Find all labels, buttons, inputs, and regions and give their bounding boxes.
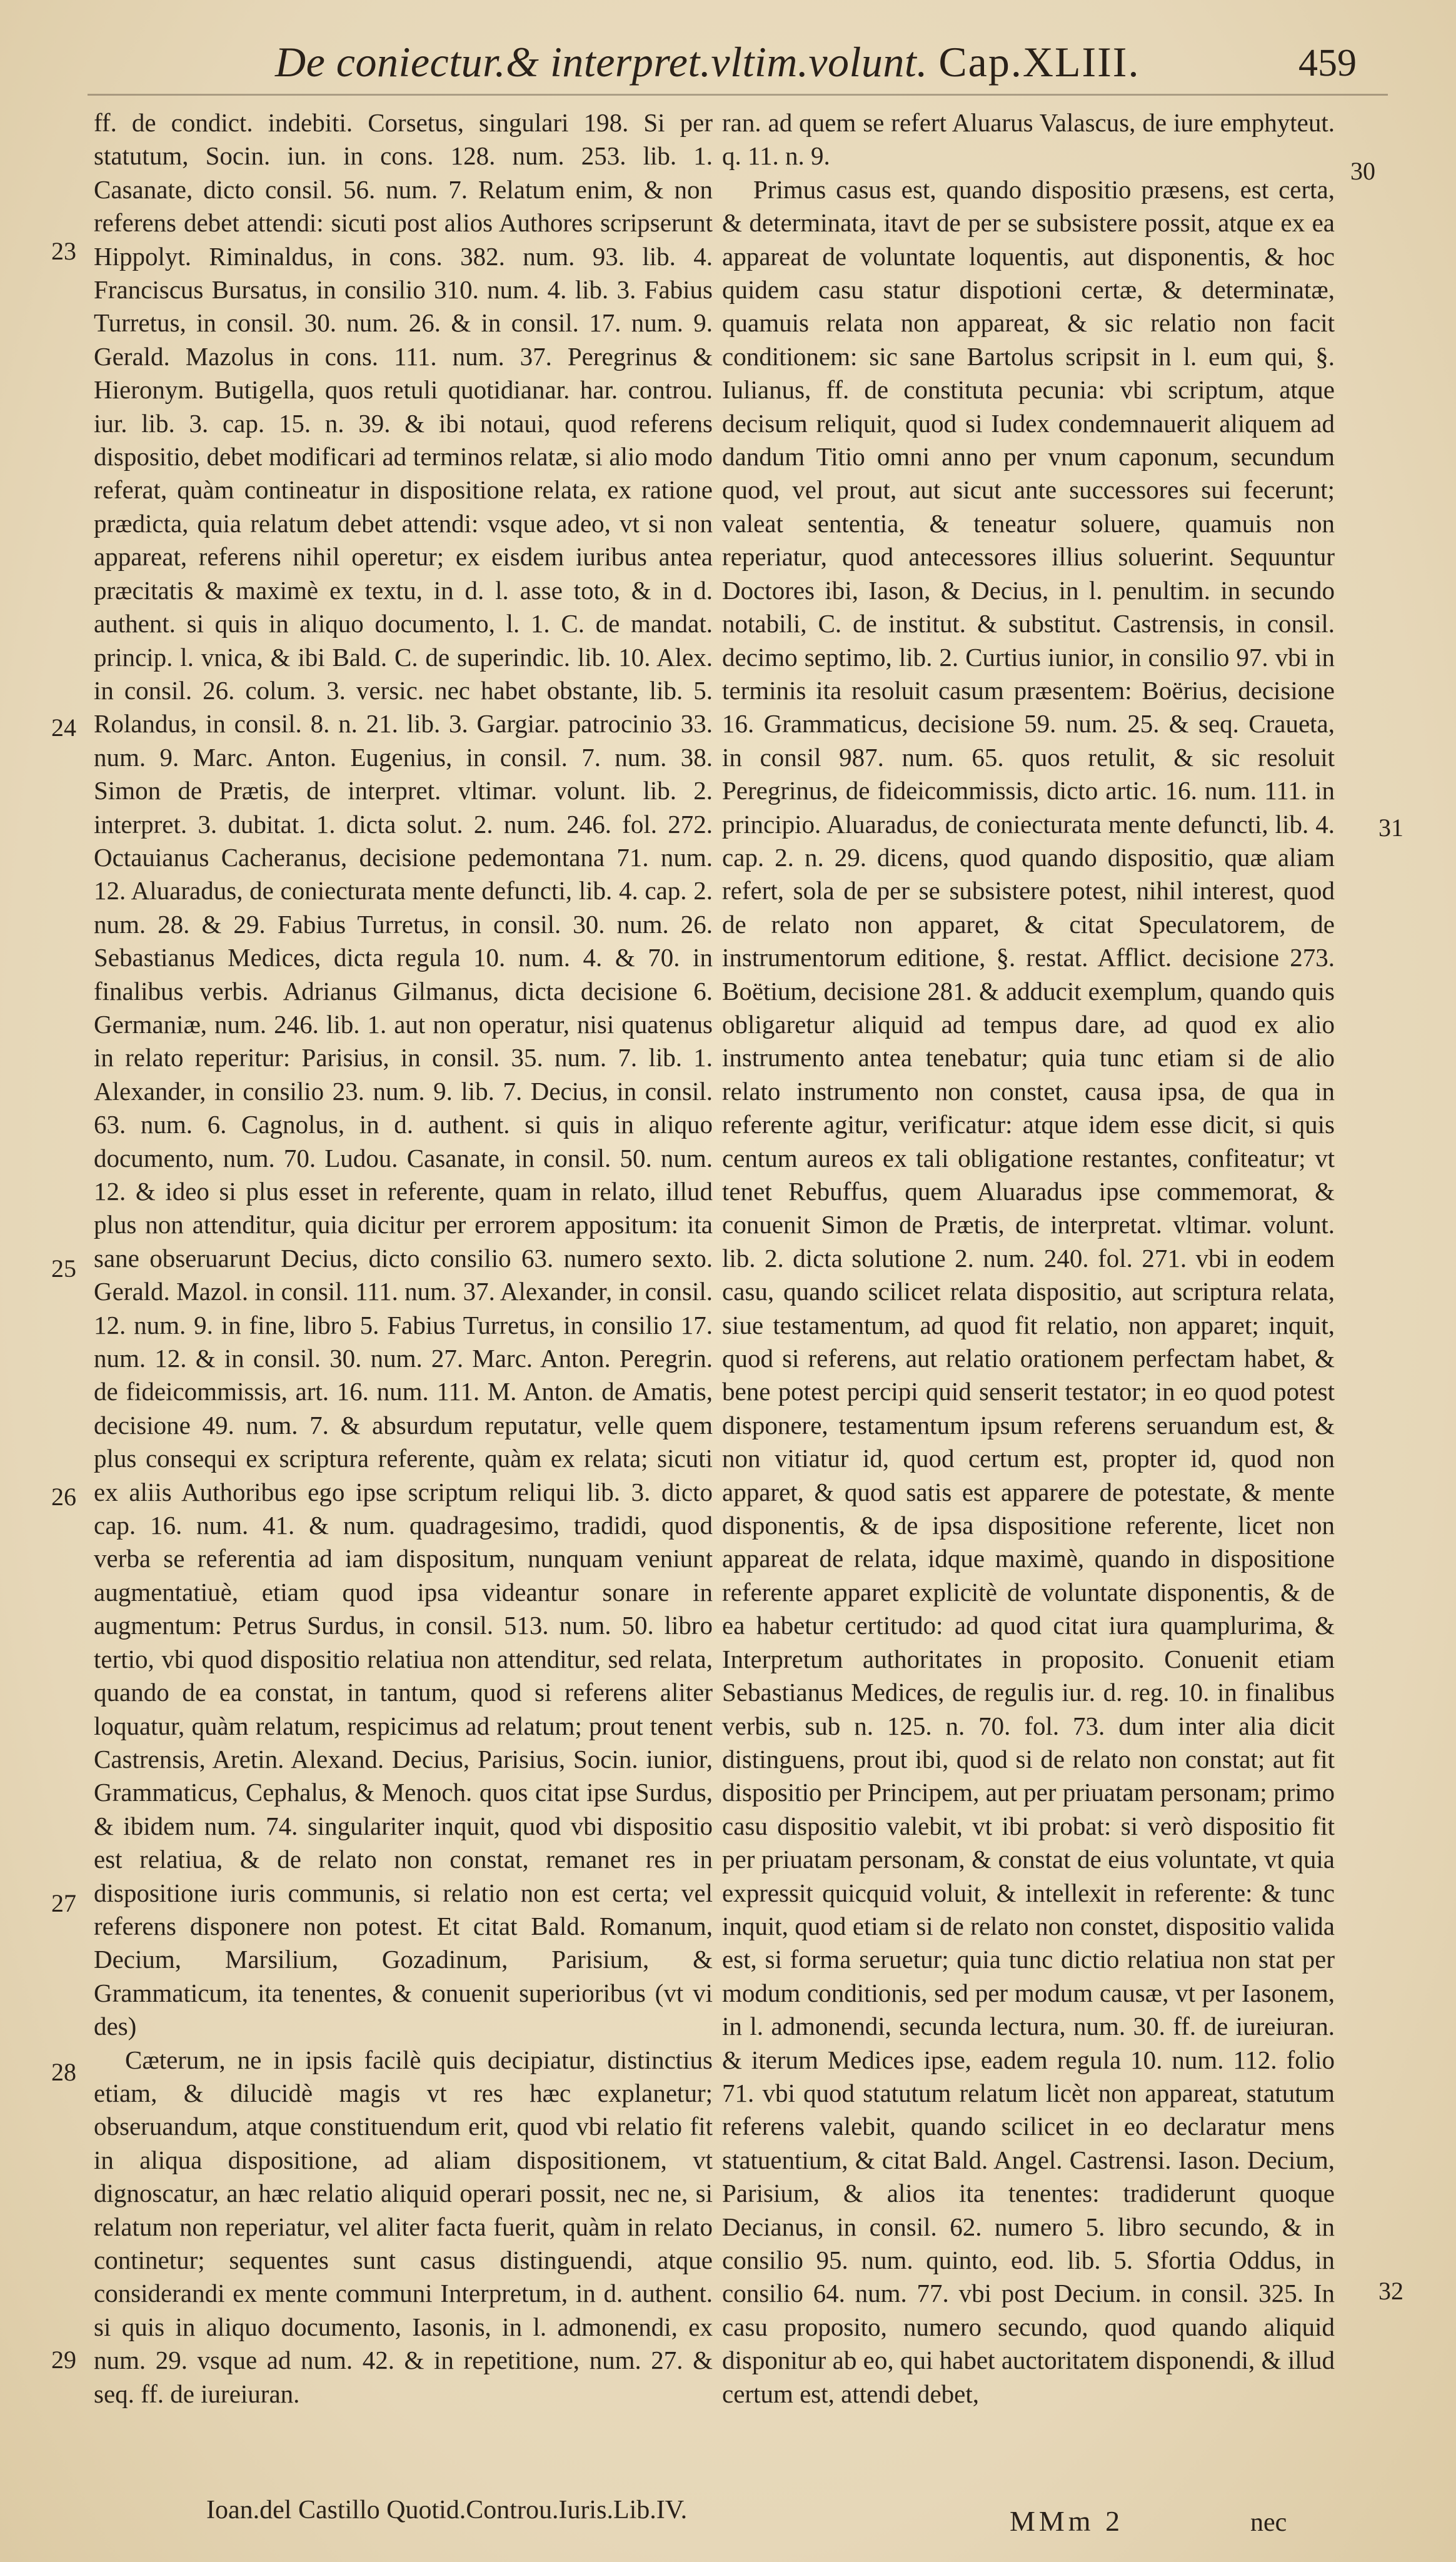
right-column [722, 106, 1335, 2411]
margin-number-27: 27 [51, 1889, 76, 1917]
margin-number-30: 30 [1350, 157, 1375, 185]
margin-number-28: 28 [51, 2058, 76, 2086]
right-paragraph-2: Primus casus est, quando dispositio præsens, est certa, & determinata, itavt de per se subsistere possit, atque ex ea appareat de voluntate loquentis, aut disponentis, & hoc quidem casu statur dispotioni certæ, & determinatæ, quamuis relata non appareat, & sic relatio non facit conditionem: sic sane Bartolus scripsit in l. eum qui, §. Iulianus, ff. de constituta pecunia: vbi scriptum, atque decisum reliquit, quod si Iudex condemnauerit aliquem ad dandum Titio omni anno per vnum caponum, secundum quod, vel prout, aut sicut ante successores sui fecerunt; valeat sententia, & teneatur soluere, quamuis non reperiatur, quod antecessores illius soluerint. Sequuntur Doctores ibi, Iason, & Decius, in l. penultim. in secundo notabili, C. de institut. & substitut. Castrensis, in consil. decimo septimo, lib. 2. Curtius iunior, in consilio 97. vbi in terminis ita resoluit casum præsentem: Boërius, decisione 16. Grammaticus, decisione 59. num. 25. & seq. Craueta, in consil 987. num. 65. quos retulit, & sic resoluit Peregrinus, de fideicommissis, dicto artic. 16. num. 111. in principio. Aluaradus, de coniecturata mente defuncti, lib. 4. cap. 2. n. 29. dicens, quod quando dispositio, quæ aliam refert, sola de per se subsistere potest, nihil interest, quod de relato non apparet, & citat Speculatorem, de instrumentorum editione, §. restat. Afflict. decisione 273. Boëtium, decisione 281. & adducit exemplum, quando quis obligaretur aliquid ad tempus dare, ad quod ex alio instrumento antea tenebatur; quia tunc etiam si de alio relato instrumento non constet, causa ipsa, de qua in referente agitur, verificatur: atque idem esse dicit, si quis centum aureos ex tali obligatione restantes, confiteatur; vt tenet Rebuffus, quem Aluaradus ipse commemorat, & conuenit Simon de Prætis, de interpretat. vltimar. volunt. lib. 2. dicta solutione 2. num. 240. fol. 271. vbi in eodem casu, quando scilicet relata dispositio, aut scriptura relata, siue testamentum, ad quod fit relatio, non apparet; inquit, quod si referens, aut relatio orationem perfectam habet, & bene potest percipi quid senserit testator; in eo quod potest disponere, testamentum ipsum referens seruandum est, & non vitiatur id, quod certum est, propter id, quod non apparet, & quod satis est apparere de potestate, & mente disponentis, & de ipsa dispositione referente, licet non appareat de relata, idque maximè, quando in dispositione referente apparet explicitè de voluntate disponentis, & de ea habetur certitudo: ad quod citat iura quamplurima, & Interpretum authoritates in proposito. Conuenit etiam Sebastianus Medices, de regulis iur. d. reg. 10. in finalibus verbis, sub n. 125. n. 70. fol. 73. dum inter alia dicit distinguens, prout ibi, quod si de relato non constat; aut fit dispositio per Principem, aut per priuatam personam; primo casu dispositio valebit, vt ibi probat: si verò dispositio fit per priuatam personam, & constat de eius voluntate, vt quia expressit quicquid voluit, & intellexit in referente: & tunc inquit, quod etiam si de relato non constet, dispositio valida est, si forma seruetur; quia tunc dictio relatiua non stat per modum conditionis, sed per modum causæ, vt per Iasonem, in l. admonendi, secunda lectura, num. 30. ff. de iureiuran. & iterum Medices ipse, eadem regula 10. num. 112. folio 71. vbi quod statutum relatum licèt non appareat, statutum referens valebit, quando scilicet in eo declaratur mens statuentium, & citat Bald. Angel. Castrensi. Iason. Decium, Parisium, & alios ita tenentes: tradiderunt quoque Decianus, in consil. 62. numero 5. libro secundo, & in consilio 95. num. quinto, eod. lib. 5. Sfortia Oddus, in consilio 64. num. 77. vbi post Decium. in consil. 325. In casu proposito, numero secundo, quod quando aliquid disponitur ab eo, qui habet auctoritatem disponendi, & illud certum est, attendi debet, [722, 174, 1335, 2408]
header-rule [88, 94, 1388, 96]
running-title [275, 38, 1140, 87]
margin-number-31: 31 [1378, 814, 1403, 842]
margin-number-29: 29 [51, 2346, 76, 2374]
margin-number-23: 23 [51, 237, 76, 265]
margin-number-24: 24 [51, 714, 76, 742]
catchword: nec [1250, 2508, 1287, 2537]
left-column [94, 106, 713, 2411]
margin-number-25: 25 [51, 1254, 76, 1283]
right-paragraph-1: ran. ad quem se refert Aluarus Valascus, de iure emphyteut. q. 11. n. 9. [722, 108, 1335, 171]
signature-mark: MMm 2 [1010, 2505, 1124, 2537]
margin-number-32: 32 [1378, 2277, 1403, 2305]
margin-number-26: 26 [51, 1483, 76, 1511]
chapter-label: Cap.XLIII. [938, 38, 1140, 86]
page-number: 459 [1298, 42, 1357, 84]
running-title-text: De coniectur.& interpret.vltim.volunt. [275, 38, 928, 86]
left-paragraph-2: Cæterum, ne in ipsis facilè quis decipiatur, distinctius etiam, & dilucidè magis vt res hæc explanetur; obseruandum, atque constituendum erit, quod vbi relatio fit in aliqua dispositione, ad aliam dispositionem, vt dignoscatur, an hæc relatio aliquid operari possit, nec ne, si relatum non reperiatur, vel aliter facta fuerit, quàm in relato continetur; sequentes sunt casus distinguendi, atque considerandi ex mente communi Interpretum, in d. authent. si quis in aliquo documento, Iasonis, in l. admonendi, ex num. 29. vsque ad num. 42. & in repetitione, num. 27. & seq. ff. de iureiuran. [94, 2045, 713, 2408]
running-header [275, 38, 1450, 106]
catchline-left: Ioan.del Castillo Quotid.Controu.Iuris.Lib.IV. [206, 2496, 688, 2524]
left-paragraph-1: ff. de condict. indebiti. Corsetus, singulari 198. Si per statutum, Socin. iun. in cons. 128. num. 253. lib. 1. Casanate, dicto consil. 56. num. 7. Relatum enim, & non referens debet attendi: sicuti post alios Authores scripserunt Hippolyt. Riminaldus, in cons. 382. num. 93. lib. 4. Franciscus Bursatus, in consilio 310. num. 4. lib. 3. Fabius Turretus, in consil. 30. num. 26. & in consil. 17. num. 9. Gerald. Mazolus in cons. 111. num. 37. Peregrinus & Hieronym. Butigella, quos retuli quotidianar. har. controu. iur. lib. 3. cap. 15. n. 39. & ibi notaui, quod referens dispositio, debet modificari ad terminos relatæ, si alio modo referat, quàm contineatur in dispositione relata, ex ratione prædicta, quia relatum debet attendi: vsque adeo, vt si non appareat, referens nihil operetur; ex eisdem iuribus antea præcitatis & maximè ex textu, in d. l. asse toto, & in d. authent. si quis in aliquo documento, l. 1. C. de mandat. princip. l. vnica, & ibi Bald. C. de superindic. lib. 10. Alex. in consil. 26. colum. 3. versic. nec habet obstante, lib. 5. Rolandus, in consil. 8. n. 21. lib. 3. Gargiar. patrocinio 33. num. 9. Marc. Anton. Eugenius, in consil. 7. num. 38. Simon de Prætis, de interpret. vltimar. volunt. lib. 2. interpret. 3. dubitat. 1. dicta solut. 2. num. 246. fol. 272. Octauianus Cacheranus, decisione pedemontana 71. num. 12. Aluaradus, de coniecturata mente defuncti, lib. 4. cap. 2. num. 28. & 29. Fabius Turretus, in consil. 30. num. 26. Sebastianus Medices, dicta regula 10. num. 4. & 70. in finalibus verbis. Adrianus Gilmanus, dicta decisione 6. Germaniæ, num. 246. lib. 1. aut non operatur, nisi quatenus in relato reperitur: Parisius, in consil. 35. num. 7. lib. 1. Alexander, in consilio 23. num. 9. lib. 7. Decius, in consil. 63. num. 6. Cagnolus, in d. authent. si quis in aliquo documento, num. 70. Ludou. Casanate, in consil. 50. num. 12. & ideo si plus esset in referente, quam in relato, illud plus non attenditur, quia dicitur per errorem appositum: ita sane obseruarunt Decius, dicto consilio 63. numero sexto. Gerald. Mazol. in consil. 111. num. 37. Alexander, in consil. 12. num. 9. in fine, libro 5. Fabius Turretus, in consilio 17. num. 12. & in consil. 30. num. 27. Marc. Anton. Peregrin. de fideicommissis, art. 16. num. 111. M. Anton. de Amatis, decisione 49. num. 7. & absurdum reputatur, velle quem plus consequi ex scriptura referente, quàm ex relata; sicuti ex aliis Authoribus ego ipse scriptum reliqui lib. 3. dicto cap. 16. num. 41. & num. quadragesimo, tradidi, quod verba se referentia ad iam dispositum, nunquam veniunt augmentatiuè, etiam quod ipsa videantur sonare in augmentum: Petrus Surdus, in consil. 513. num. 50. libro tertio, vbi quod dispositio relatiua non attenditur, sed relata, quando de ea constat, in tantum, quod si referens aliter loquatur, quàm relatum, respicimus ad relatum; prout tenent Castrensis, Aretin. Alexand. Decius, Parisius, Socin. iunior, Grammaticus, Cephalus, & Menoch. quos citat ipse Surdus, & ibidem num. 74. singulariter inquit, quod vbi dispositio est relatiua, & de relato non constat, remanet res in dispositione iuris communis, si relatio non est certa; vel referens disponere non potest. Et citat Bald. Romanum, Decium, Marsilium, Gozadinum, Parisium, & Grammaticum, ita tenentes, & conuenit superioribus (vt vi des) [94, 108, 713, 2041]
